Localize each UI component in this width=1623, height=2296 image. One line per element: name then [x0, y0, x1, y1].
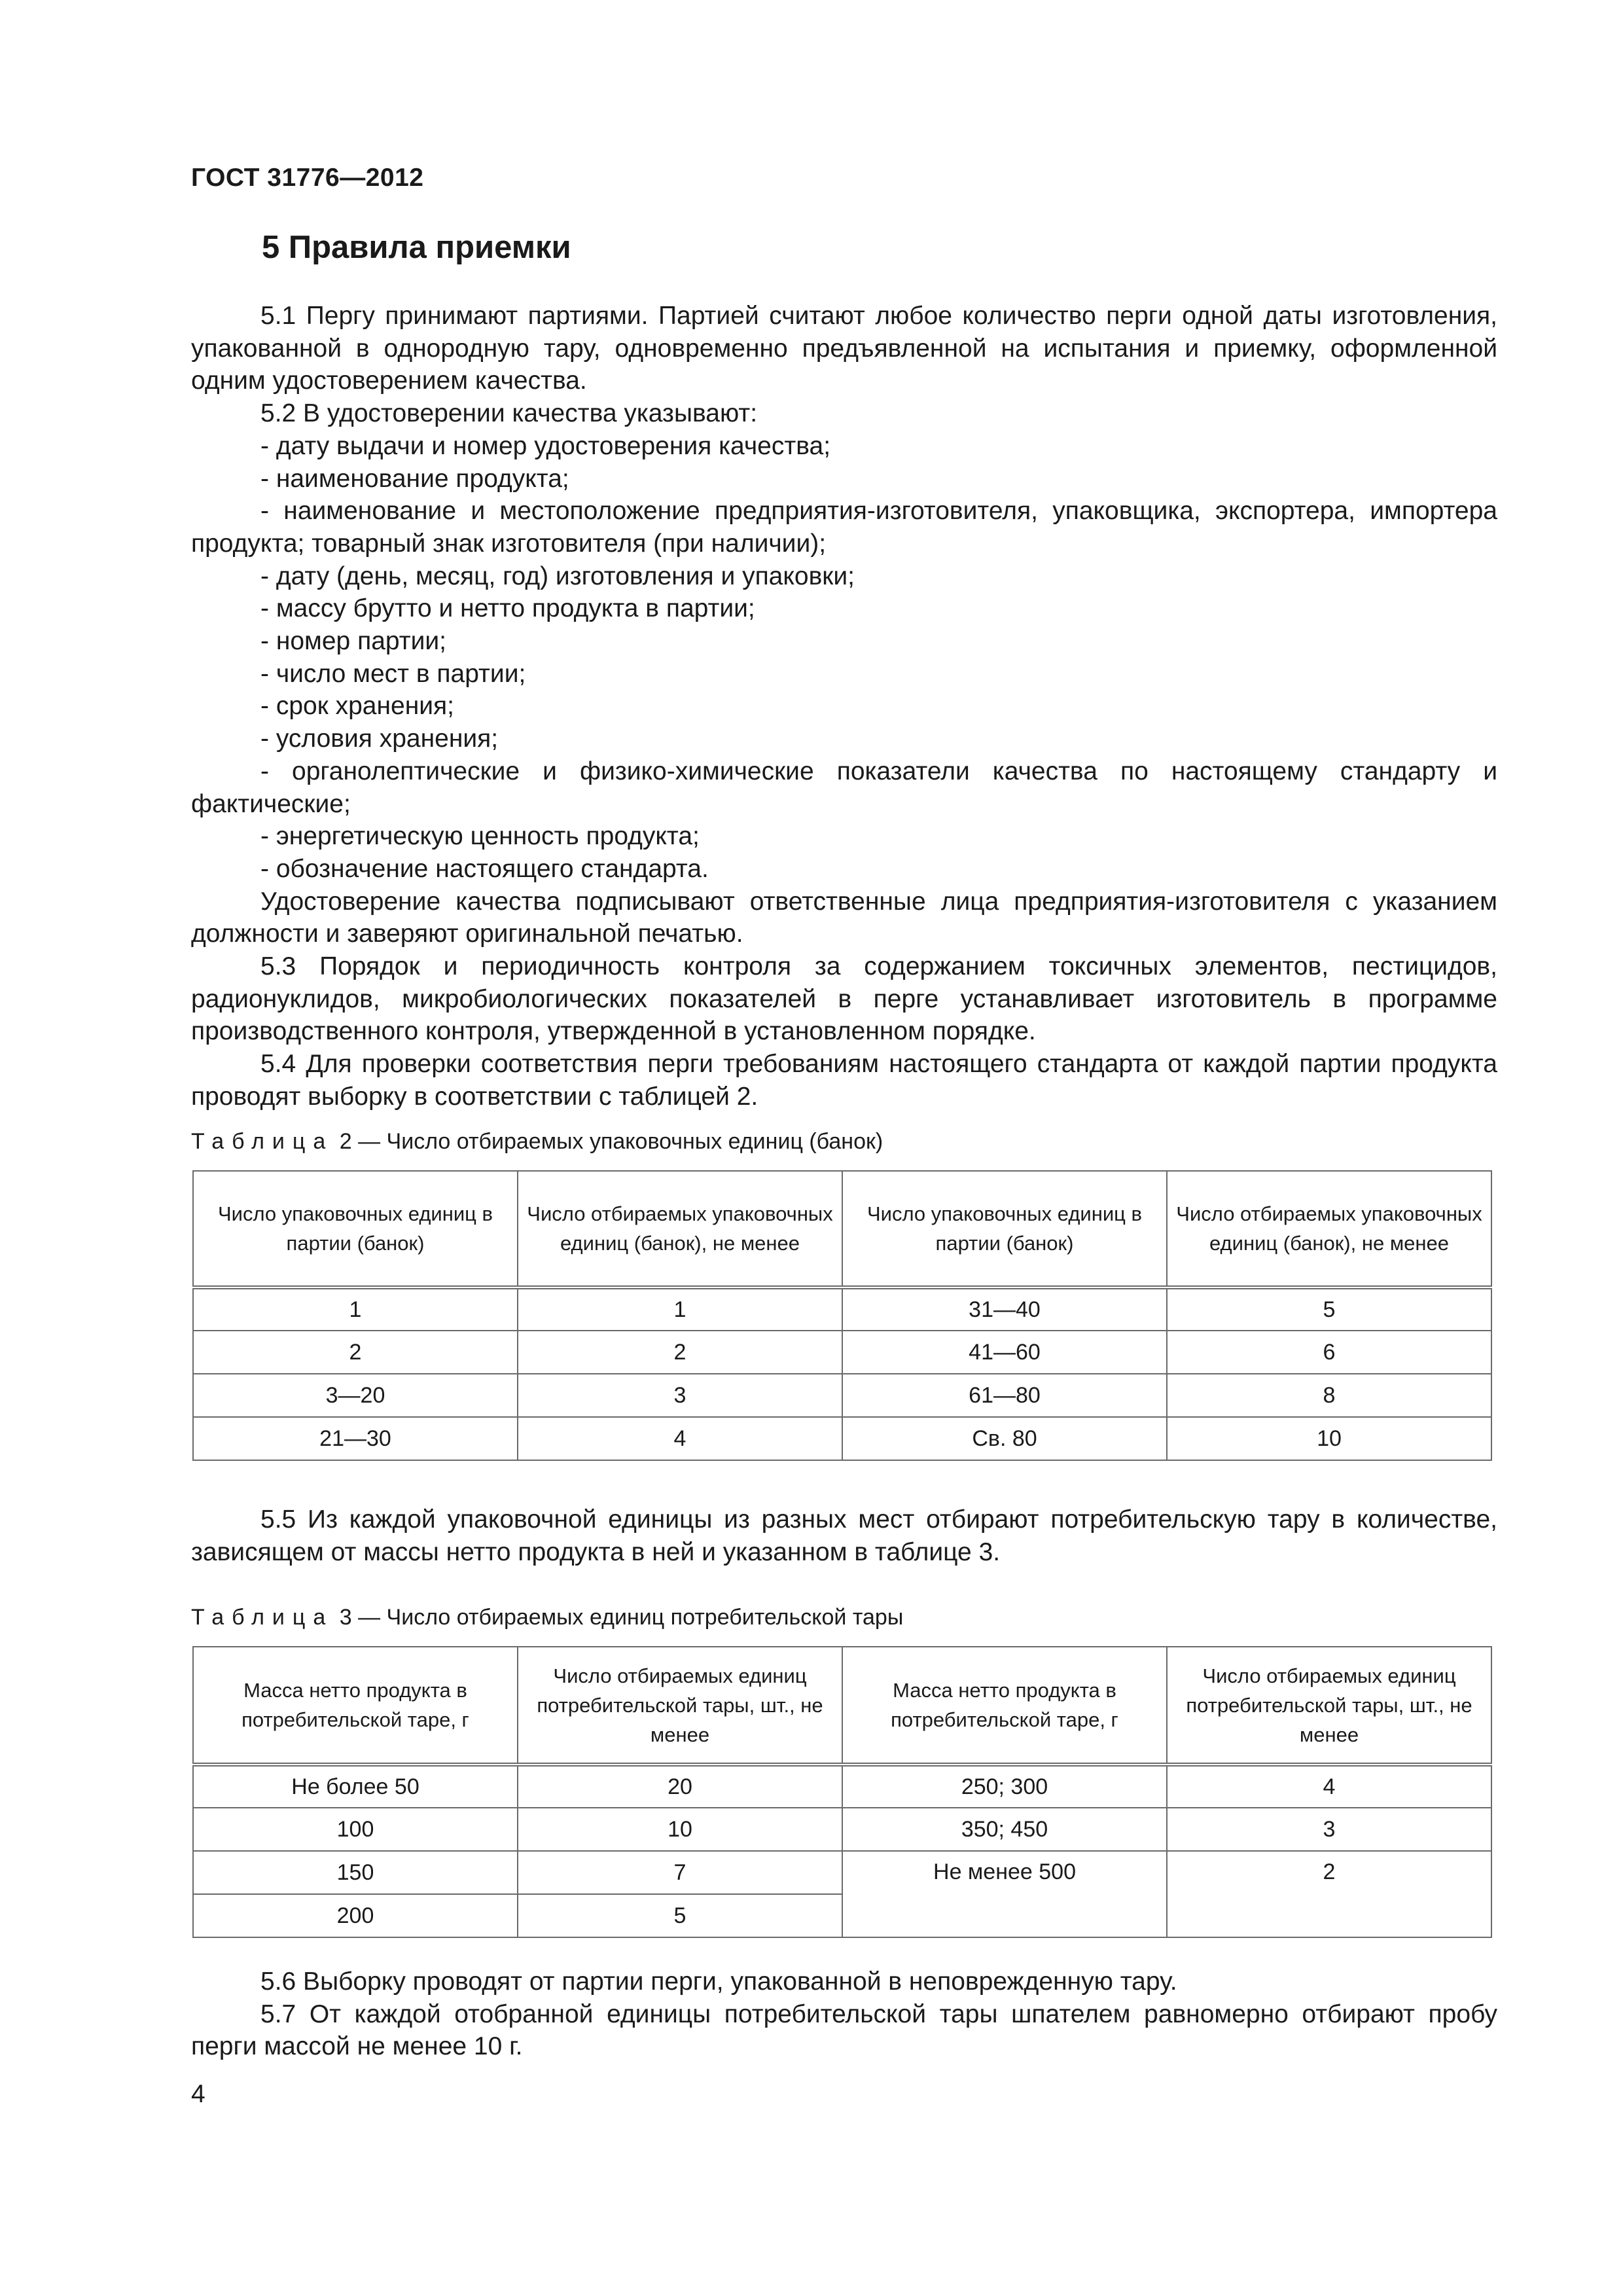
paragraph-5-2: 5.2 В удостоверении качества указывают:	[260, 399, 758, 428]
list-item: - энергетическую ценность продукта;	[260, 822, 700, 851]
table-row	[193, 1808, 1491, 1851]
table-cell: 100	[193, 1808, 518, 1851]
table-cell: 1	[518, 1287, 842, 1331]
table-cell: 41—60	[842, 1331, 1167, 1374]
table-row	[193, 1374, 1491, 1417]
table-cell: 2	[1167, 1851, 1491, 1937]
table-row	[193, 1851, 1491, 1894]
table-cell: 3—20	[193, 1374, 518, 1417]
table-header-cell: Масса нетто продукта в потребительской таре, г	[842, 1647, 1167, 1765]
table-3-caption-word: Таблица	[191, 1605, 334, 1630]
table-cell: Не более 50	[193, 1765, 518, 1808]
table-header-cell: Число отбираемых упаковочных единиц (банок), не менее	[1167, 1171, 1491, 1287]
table-cell: 250; 300	[842, 1765, 1167, 1808]
table-cell: 150	[193, 1851, 518, 1894]
table-3-caption-text: 3 — Число отбираемых единиц потребительской тары	[333, 1605, 904, 1630]
table-header-cell: Число упаковочных единиц в партии (банок)	[193, 1171, 518, 1287]
paragraph-5-1: 5.1 Пергу принимают партиями. Партией считают любое количество перги одной даты изготовления, упакованной в однородную тару, одновременно предъявленной на испытания и приемку, оформленной одним удостоверением качества.	[191, 302, 1497, 395]
list-item: - наименование и местоположение предприятия-изготовителя, упаковщика, экспортера, импортера продукта; товарный знак изготовителя (при наличии);	[191, 497, 1497, 558]
list-item: - число мест в партии;	[260, 659, 526, 688]
table-cell: 10	[518, 1808, 842, 1851]
body-text-block-1	[191, 300, 1497, 1113]
section-title: 5 Правила приемки	[262, 230, 571, 265]
table-cell: 4	[518, 1417, 842, 1460]
paragraph-signature: Удостоверение качества подписывают ответственные лица предприятия-изготовителя с указанием должности и заверяют оригинальной печатью.	[191, 887, 1497, 948]
table-cell: 5	[1167, 1287, 1491, 1331]
list-item: - номер партии;	[260, 627, 446, 656]
paragraph-5-4: 5.4 Для проверки соответствия перги требованиям настоящего стандарта от каждой партии продукта проводят выборку в соответствии с таблицей 2.	[191, 1050, 1497, 1111]
list-item: - массу брутто и нетто продукта в партии;	[260, 594, 755, 623]
table-cell: 5	[518, 1894, 842, 1937]
paragraph-5-5: 5.5 Из каждой упаковочной единицы из разных мест отбирают потребительскую тару в количестве, зависящем от массы нетто продукта в ней и указанном в таблице 3.	[191, 1505, 1497, 1566]
table-cell: 3	[1167, 1808, 1491, 1851]
table-cell: 350; 450	[842, 1808, 1167, 1851]
table-3-caption	[191, 1604, 903, 1630]
list-item: - обозначение настоящего стандарта.	[260, 854, 709, 883]
table-header-row	[193, 1647, 1491, 1765]
table-header-cell: Масса нетто продукта в потребительской таре, г	[193, 1647, 518, 1765]
list-item: - условия хранения;	[260, 725, 499, 753]
list-item: - наименование продукта;	[260, 464, 569, 493]
list-item: - дату (день, месяц, год) изготовления и упаковки;	[260, 562, 855, 590]
paragraph-5-7: 5.7 От каждой отобранной единицы потребительской тары шпателем равномерно отбирают пробу перги массой не менее 10 г.	[191, 2000, 1497, 2061]
table-cell: 4	[1167, 1765, 1491, 1808]
table-2-caption	[191, 1128, 883, 1155]
page-number: 4	[191, 2080, 205, 2108]
table-header-cell: Число отбираемых единиц потребительской тары, шт., не менее	[1167, 1647, 1491, 1765]
list-item: - органолептические и физико-химические показатели качества по настоящему стандарту и фактические;	[191, 757, 1497, 818]
table-cell: 31—40	[842, 1287, 1167, 1331]
table-header-cell: Число отбираемых единиц потребительской тары, шт., не менее	[518, 1647, 842, 1765]
table-cell: 10	[1167, 1417, 1491, 1460]
table-row	[193, 1331, 1491, 1374]
table-cell: 3	[518, 1374, 842, 1417]
list-item: - срок хранения;	[260, 692, 454, 721]
table-cell: 61—80	[842, 1374, 1167, 1417]
table-2-caption-word: Таблица	[191, 1129, 334, 1154]
table-cell: Св. 80	[842, 1417, 1167, 1460]
table-cell: 20	[518, 1765, 842, 1808]
table-row	[193, 1765, 1491, 1808]
table-cell: 200	[193, 1894, 518, 1937]
document-header: ГОСТ 31776—2012	[191, 164, 424, 192]
table-3	[192, 1646, 1492, 1938]
table-header-cell: Число отбираемых упаковочных единиц (банок), не менее	[518, 1171, 842, 1287]
table-2	[192, 1170, 1492, 1461]
list-item: - дату выдачи и номер удостоверения качества;	[260, 431, 831, 460]
table-cell: 6	[1167, 1331, 1491, 1374]
table-cell: 1	[193, 1287, 518, 1331]
table-row	[193, 1287, 1491, 1331]
body-text-block-2	[191, 1503, 1497, 1568]
table-cell: 7	[518, 1851, 842, 1894]
table-2-caption-text: 2 — Число отбираемых упаковочных единиц (банок)	[333, 1129, 883, 1154]
table-row	[193, 1417, 1491, 1460]
table-cell: 8	[1167, 1374, 1491, 1417]
table-cell: 2	[193, 1331, 518, 1374]
table-header-cell: Число упаковочных единиц в партии (банок)	[842, 1171, 1167, 1287]
table-cell: 2	[518, 1331, 842, 1374]
table-header-row	[193, 1171, 1491, 1287]
paragraph-5-6: 5.6 Выборку проводят от партии перги, упакованной в неповрежденную тару.	[260, 1967, 1177, 1996]
table-cell: 21—30	[193, 1417, 518, 1460]
body-text-block-3	[191, 1965, 1497, 2063]
table-cell: Не менее 500	[842, 1851, 1167, 1937]
paragraph-5-3: 5.3 Порядок и периодичность контроля за содержанием токсичных элементов, пестицидов, радионуклидов, микробиологических показателей в перге устанавливает изготовитель в программе производственного контроля, утвержденной в установленном порядке.	[191, 952, 1497, 1046]
